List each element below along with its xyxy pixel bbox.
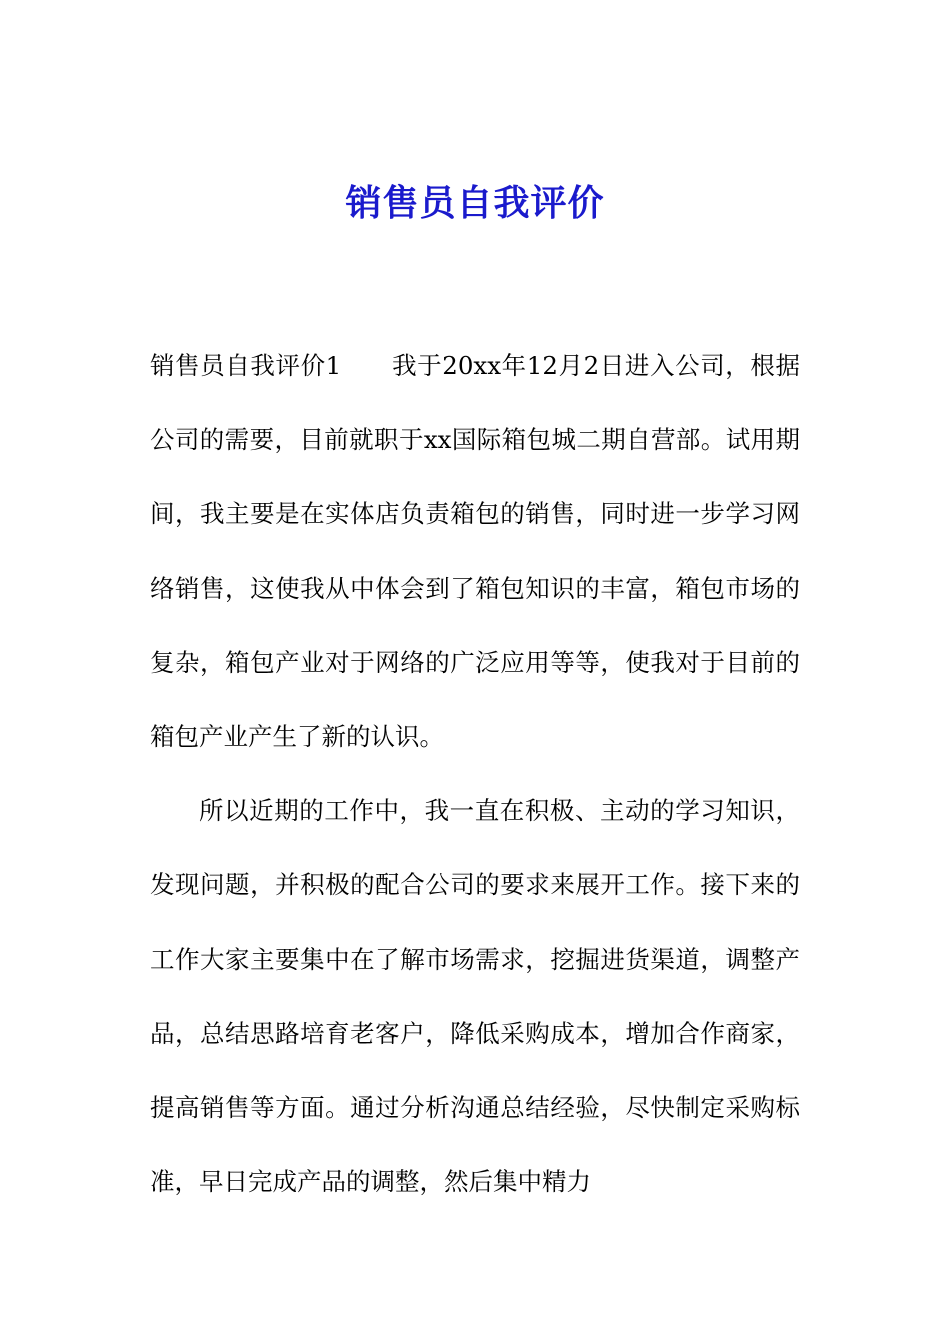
paragraph-2-text: 所以近期的工作中，我一直在积极、主动的学习知识，发现问题，并积极的配合公司的要求来展开工作。接下来的工作大家主要集中在了解市场需求，挖掘进货渠道，调整产品，总结思路培育老客户，降低采购成本，增加合作商家，提高销售等方面。通过分析沟通总结经验，尽快制定采购标准，早日完成产品的调整，然后集中精力: [150, 796, 800, 1197]
paragraph-1-heading: 销售员自我评价1: [150, 351, 393, 380]
paragraph-2: [150, 774, 800, 1219]
paragraph-1: [150, 329, 800, 774]
document-title: 销售员自我评价: [345, 183, 605, 224]
paragraph-1-text: 我于20xx年12月2日进入公司，根据公司的需要，目前就职于xx国际箱包城二期自营部。试用期间，我主要是在实体店负责箱包的销售，同时进一步学习网络销售，这使我从中体会到了箱包知识的丰富，箱包市场的复杂，箱包产业对于网络的广泛应用等等，使我对于目前的箱包产业产生了新的认识。: [150, 351, 800, 752]
document-body: [150, 329, 800, 1219]
